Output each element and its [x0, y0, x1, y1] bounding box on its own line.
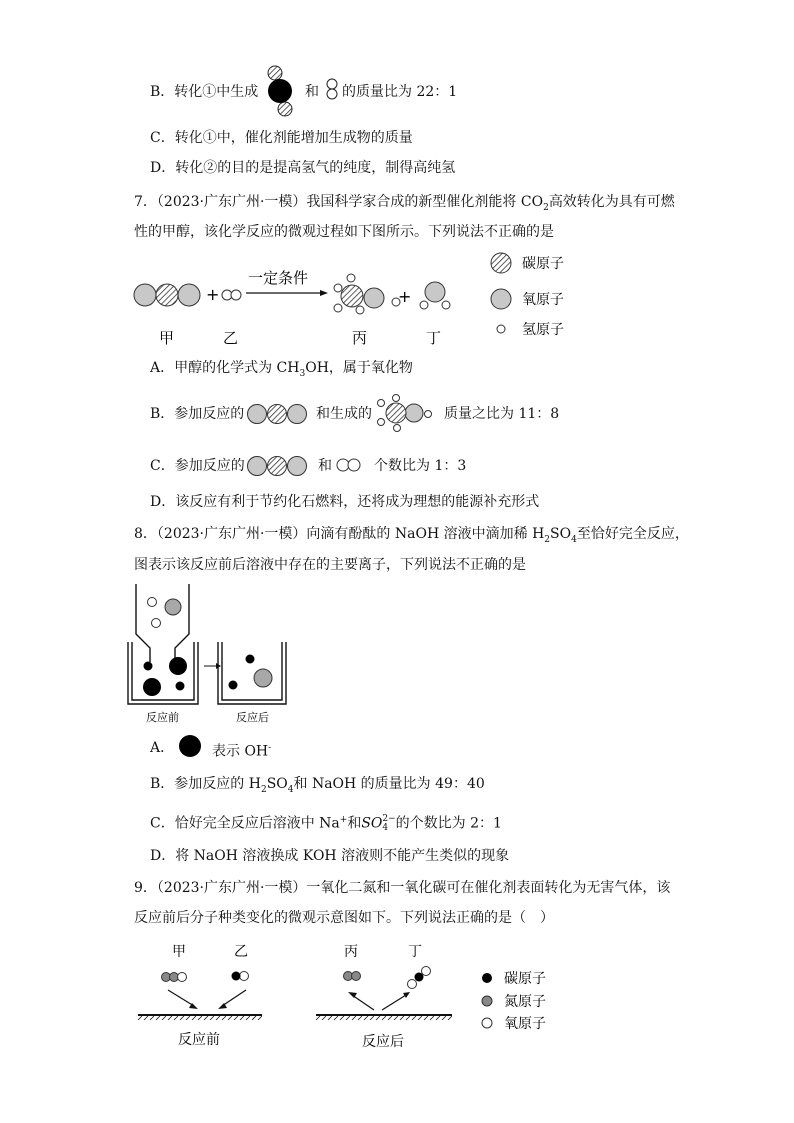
methanol-molecule-icon — [376, 392, 440, 434]
q7-option-d[interactable]: D．该反应有利于节约化石燃料，还将成为理想的能源补充形式 — [150, 494, 540, 510]
label-jia: 甲 — [159, 329, 175, 347]
co2-molecule-icon — [262, 64, 302, 124]
methanol-molecule-icon — [334, 274, 400, 314]
label-yi: 乙 — [234, 944, 248, 960]
q7-legend — [488, 250, 588, 340]
q6-ratio: 的质量比为 22：1 — [342, 84, 458, 100]
q9-stem-line1: 9．（2023·广东广州·一模）一氧化二氮和一氧化碳可在催化剂表面转化为无害气体，该 — [134, 880, 671, 896]
co2-molecule-icon — [247, 400, 309, 428]
q8-option-b[interactable]: B．参加反应的 $H_2SO_4$和 NaOH 的质量比为 49：40 — [150, 776, 485, 795]
hydroxide-ion-icon — [178, 734, 204, 760]
q8-option-c[interactable]: C．恰好完全反应后溶液中 Na+和SO 2− 4 的个数比为 2：1 — [150, 813, 502, 833]
label-ding: 丁 — [408, 944, 422, 960]
q6-and: 和 — [305, 84, 319, 100]
caption-after: 反应后 — [236, 711, 269, 724]
q7-reaction-diagram — [130, 250, 450, 360]
oxygen-atom-icon — [482, 1018, 492, 1028]
q9-stem-line2: 反应前后分子种类变化的微观示意图如下。下列说法正确的是（ ） — [134, 910, 554, 926]
h2-molecule-icon — [336, 456, 362, 476]
q8-option-d[interactable]: D．将 NaOH 溶液换成 KOH 溶液则不能产生类似的现象 — [150, 848, 510, 864]
q7-option-c[interactable]: C．参加反应的 — [150, 458, 245, 474]
svg-text:+: + — [398, 287, 412, 306]
oxygen-atom-icon — [491, 289, 511, 309]
caption-after: 反应后 — [362, 1034, 404, 1050]
label-bing: 丙 — [344, 944, 358, 960]
q8-option-a[interactable]: A． — [150, 740, 175, 756]
q7-option-b[interactable]: B．参加反应的 — [150, 406, 245, 422]
q7-stem-line2: 性的甲醇，该化学反应的微观过程如下图所示。下列说法不正确的是 — [134, 224, 554, 240]
legend-carbon: 碳原子 — [522, 256, 564, 272]
q7-c-mid: 和 — [318, 458, 332, 474]
co2-molecule-icon — [134, 284, 200, 306]
q7-option-a[interactable]: A．甲醇的化学式为 $CH_3OH$，属于氧化物 — [150, 360, 413, 379]
carbon-atom-icon — [482, 973, 492, 983]
reaction-condition: 一定条件 — [248, 269, 309, 287]
legend-nitrogen: 氮原子 — [504, 994, 546, 1010]
q8-a-text: 表示 OH- — [212, 743, 272, 760]
q7-stem-line1: 7．（2023·广东广州·一模）我国科学家合成的新型催化剂能将 $CO_2$高效转化为具有可燃 — [134, 194, 675, 213]
q7-b-ratio: 质量之比为 11：8 — [444, 406, 560, 422]
legend-oxygen: 氧原子 — [522, 292, 564, 308]
legend-oxygen: 氧原子 — [504, 1016, 546, 1032]
water-molecule-icon — [420, 282, 450, 309]
carbon-atom-icon — [491, 253, 511, 273]
q6-option-c[interactable]: C．转化①中，催化剂能增加生成物的质量 — [150, 130, 413, 146]
q7-c-ratio: 个数比为 1：3 — [374, 458, 467, 474]
legend-carbon: 碳原子 — [504, 971, 546, 987]
label-yi: 乙 — [223, 329, 239, 347]
h2-molecule-icon — [324, 78, 340, 108]
hydrogen-atom-icon — [497, 325, 505, 333]
q9-surface-diagram — [134, 938, 464, 1053]
q8-stem-line1: 8．（2023·广东广州·一模）向滴有酚酞的 NaOH 溶液中滴加稀 $H_2SO_4$至恰好完全反应， — [134, 526, 689, 545]
q7-b-mid: 和生成的 — [316, 406, 372, 422]
caption-before: 反应前 — [146, 711, 179, 724]
nitrogen-atom-icon — [482, 996, 492, 1006]
caption-before: 反应前 — [178, 1032, 220, 1048]
label-ding: 丁 — [426, 329, 442, 347]
q9-legend — [478, 968, 578, 1038]
co2-molecule-icon — [247, 452, 309, 480]
svg-text:+: + — [206, 285, 220, 304]
q6-option-b[interactable]: B．转化①中生成 — [150, 84, 259, 100]
legend-hydrogen: 氢原子 — [522, 322, 564, 338]
q8-beaker-diagram — [118, 580, 298, 730]
h2-molecule-icon — [222, 290, 241, 300]
q6-option-d[interactable]: D．转化②的目的是提高氢气的纯度，制得高纯氢 — [150, 160, 456, 176]
label-bing: 丙 — [352, 329, 368, 347]
q8-stem-line2: 图表示该反应前后溶液中存在的主要离子，下列说法不正确的是 — [134, 557, 526, 573]
label-jia: 甲 — [172, 944, 186, 960]
